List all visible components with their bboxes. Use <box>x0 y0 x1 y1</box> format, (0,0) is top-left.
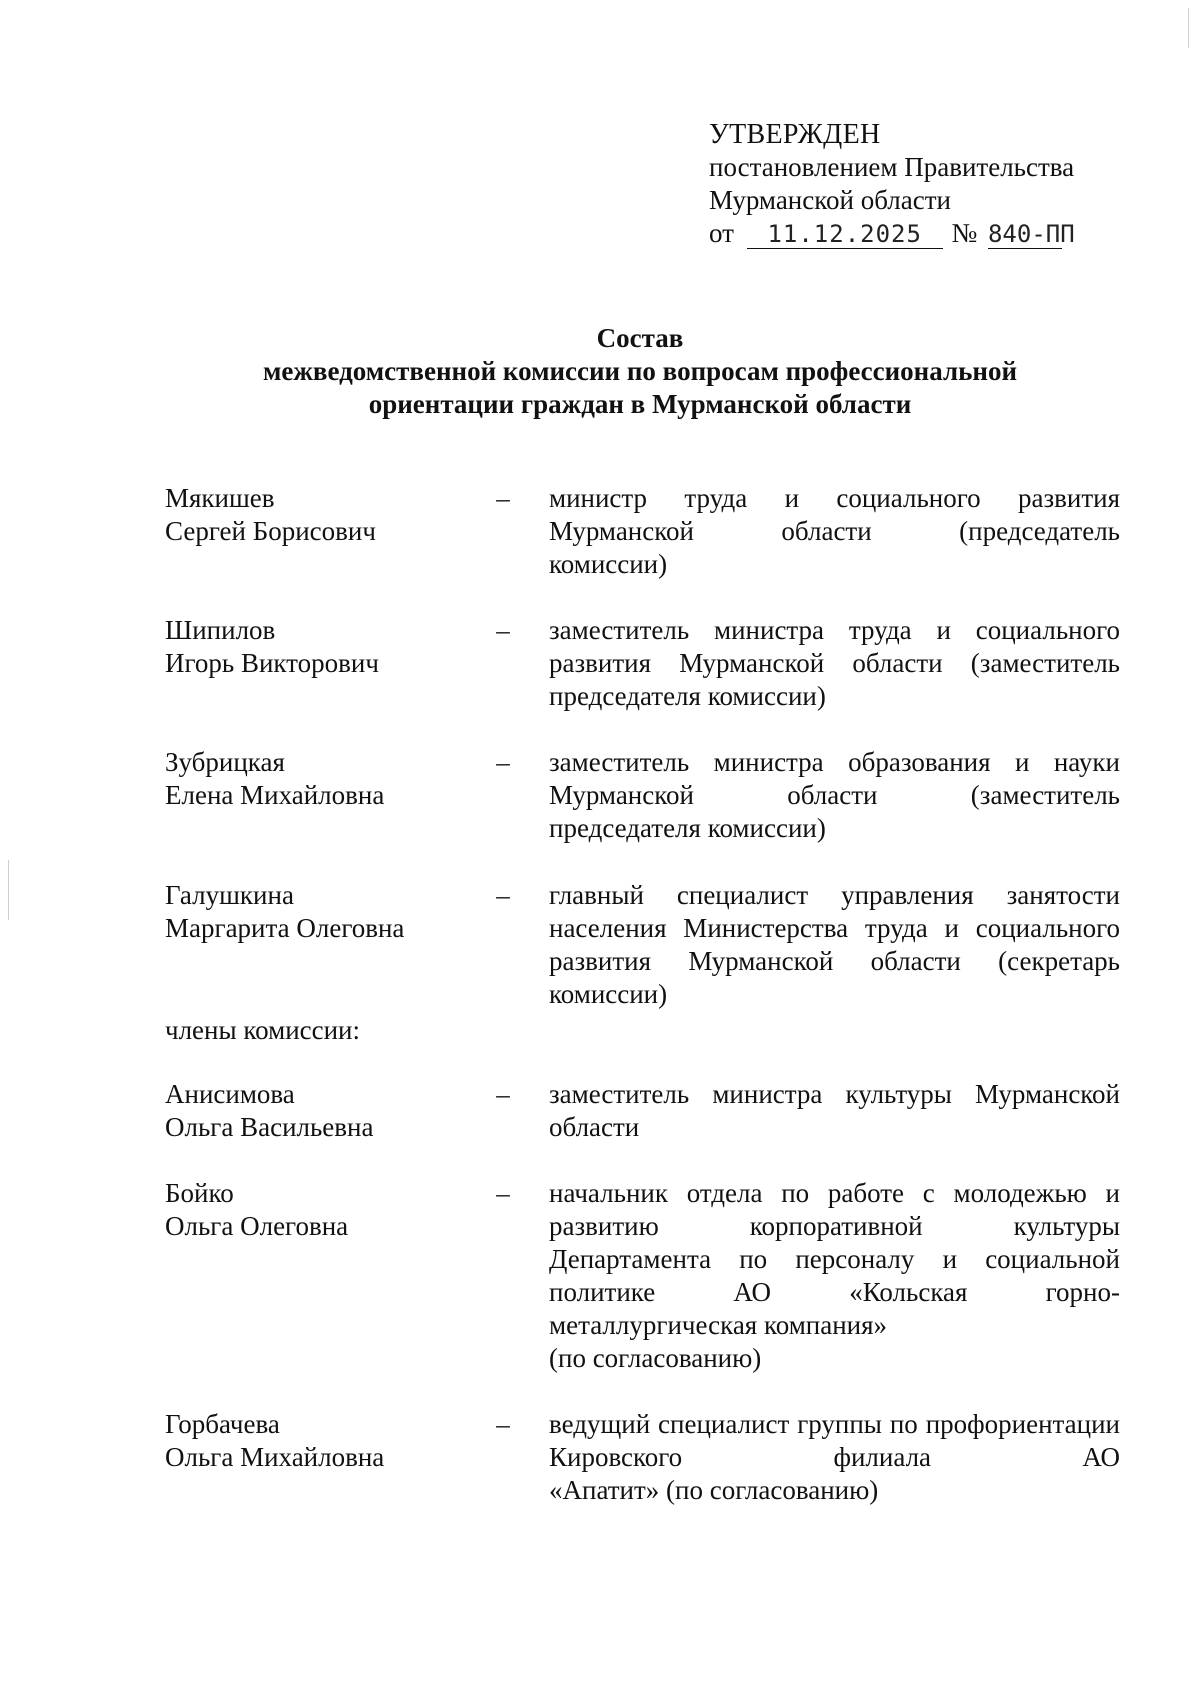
member-surname: Галушкина <box>165 880 294 910</box>
member-given-names: Игорь Викторович <box>165 648 379 678</box>
position-line: комиссии) <box>549 549 668 579</box>
dash-separator: – <box>496 880 510 910</box>
title-line: межведомственной комиссии по вопросам профессиональной <box>262 356 1018 386</box>
member-position <box>549 1078 1120 1144</box>
member-surname: Мякишев <box>165 483 275 513</box>
position-line: начальник отдела по работе с молодежью и развитию корпоративной культуры Департамента по персоналу и социальной политике АО «Кольская горно- <box>549 1178 1120 1307</box>
member-surname: Шипилов <box>165 615 276 645</box>
approval-heading: УТВЕРЖДЕН <box>709 119 881 150</box>
position-line: министр труда и социального развития Мурманской области (председатель <box>549 483 1120 546</box>
member-given-names: Ольга Олеговна <box>165 1211 349 1241</box>
dash-separator: – <box>496 483 510 513</box>
position-line: председателя комиссии) <box>549 681 826 711</box>
approval-number: 840-ПП <box>987 220 1075 248</box>
approval-date-line <box>709 217 1074 250</box>
member-surname: Анисимова <box>165 1079 295 1109</box>
approval-line: Мурманской области <box>709 185 951 215</box>
position-line: главный специалист управления занятости населения Министерства труда и социального развития Мурманской области (секретарь <box>549 880 1120 976</box>
date-prefix: от <box>709 218 734 248</box>
member-given-names: Маргарита Олеговна <box>165 913 405 943</box>
position-line: металлургическая компания» <box>549 1310 888 1340</box>
member-surname: Горбачева <box>165 1409 280 1439</box>
member-position <box>549 879 1120 1011</box>
number-sign: № <box>951 218 978 248</box>
approval-date: 11.12.2025 <box>747 220 943 249</box>
member-given-names: Ольга Васильевна <box>165 1112 374 1142</box>
position-line: области <box>549 1112 640 1142</box>
position-line: заместитель министра образования и науки Мурманской области (заместитель <box>549 747 1120 810</box>
position-line: заместитель министра культуры Мурманской <box>549 1079 1120 1109</box>
position-line: ведущий специалист группы по профориентации Кировского филиала АО <box>549 1409 1120 1472</box>
member-name <box>165 1177 465 1243</box>
member-name <box>165 1408 465 1474</box>
member-name <box>165 614 465 680</box>
dash-separator: – <box>496 1409 510 1439</box>
position-line: комиссии) <box>549 979 668 1009</box>
member-name <box>165 879 465 945</box>
title-line: Состав <box>596 323 684 353</box>
member-position <box>549 1408 1120 1507</box>
position-line: (по согласованию) <box>549 1343 762 1373</box>
member-given-names: Елена Михайловна <box>165 780 385 810</box>
dash-separator: – <box>496 1079 510 1109</box>
position-line: председателя комиссии) <box>549 813 826 843</box>
member-given-names: Ольга Михайловна <box>165 1442 385 1472</box>
member-position <box>549 482 1120 581</box>
dash-separator: – <box>496 615 510 645</box>
member-name <box>165 746 465 812</box>
member-position <box>549 614 1120 713</box>
position-line: заместитель министра труда и социального развития Мурманской области (заместитель <box>549 615 1120 678</box>
members-label: члены комиссии: <box>165 1015 361 1045</box>
approval-block <box>709 118 1074 250</box>
member-surname: Зубрицкая <box>165 747 285 777</box>
member-position <box>549 746 1120 845</box>
document-title <box>160 322 1120 421</box>
approval-line: постановлением Правительства <box>709 152 1075 182</box>
title-line: ориентации граждан в Мурманской области <box>368 389 912 419</box>
member-position <box>549 1177 1120 1375</box>
member-surname: Бойко <box>165 1178 234 1208</box>
dash-separator: – <box>496 747 510 777</box>
scan-edge-mark <box>1188 8 1189 48</box>
member-name <box>165 482 465 548</box>
member-name <box>165 1078 465 1144</box>
position-line: «Апатит» (по согласованию) <box>549 1475 879 1505</box>
dash-separator: – <box>496 1178 510 1208</box>
scan-edge-mark <box>8 860 9 920</box>
member-given-names: Сергей Борисович <box>165 516 376 546</box>
